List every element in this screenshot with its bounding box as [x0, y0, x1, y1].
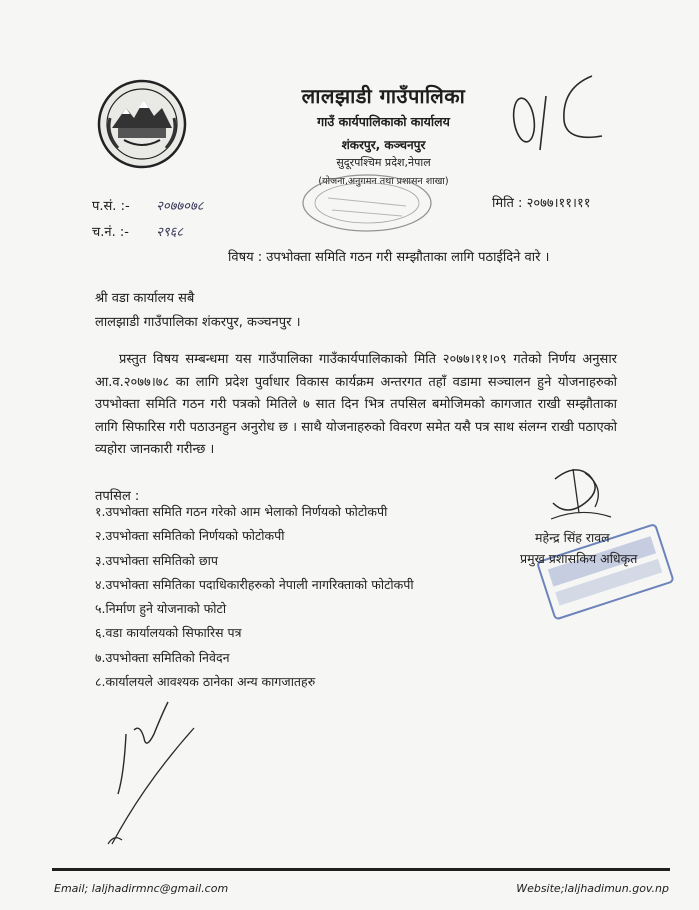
footer-email: Email; laljhadirmnc@gmail.com	[54, 882, 229, 895]
footer-divider	[52, 868, 670, 871]
office-seal-stamp	[298, 172, 436, 234]
list-item: ८.कार्यालयले आवश्यक ठानेका अन्य कागजातहरु	[95, 674, 316, 690]
letter-date: मिति : २०७७।११।११	[492, 196, 591, 211]
list-item: ५.निर्माण हुने योजनाको फोटो	[95, 601, 227, 617]
handwritten-scribble	[104, 694, 214, 849]
address-line-2: सुदूरपश्चिम प्रदेश,नेपाल	[336, 156, 431, 169]
signature	[545, 459, 617, 525]
reference-number	[92, 196, 203, 214]
cn-value: २९६८	[156, 225, 184, 240]
dispatch-number	[92, 222, 183, 240]
ps-value: २०७७०७८	[156, 199, 204, 214]
address-line-1: शंकरपुर, कञ्चनपुर	[341, 138, 426, 152]
signatory-name: महेन्द्र सिंह रावल	[535, 530, 610, 545]
cn-label: च.नं. :-	[92, 225, 129, 240]
recipient-line-2: लालझाडी गाउँपालिका शंकरपुर, कञ्चनपुर ।	[95, 315, 301, 330]
footer-website: Website;laljhadimun.gov.np	[516, 882, 669, 895]
list-item: २.उपभोक्ता समितिको निर्णयको फोटोकपी	[95, 528, 285, 544]
section-name: (योजना,अनुगमन तथा प्रशासन शाखा)	[318, 176, 449, 187]
list-heading: तपसिल :	[95, 489, 140, 504]
organization-name: लालझाडी गाउँपालिका	[301, 84, 466, 108]
enclosure-list	[95, 500, 414, 694]
handwritten-mark	[500, 62, 620, 152]
ps-label: प.सं. :-	[92, 199, 130, 214]
list-item: ४.उपभोक्ता समितिका पदाधिकारीहरुको नेपाली नागरिक्ताको फोटोकपी	[95, 576, 414, 592]
letter-body: प्रस्तुत विषय सम्बन्धमा यस गाउँपालिका गाउँकार्यपालिकाको मिति २०७७।११।०९ गतेको निर्णय अनुसार आ.व.२०७७।७८ का लागि प्रदेश पुर्वाधार विकास कार्यक्रम अन्तरगत तहाँ वडामा सञ्चालन हुने योजनाहरुको उपभोक्ता समिति गठन गरी पत्रको मितिले ७ सात दिन भित्र तपसिल बमोजिमको कागजात राखी सम्झौताका लागि सिफारिस गरी पठाउनहुन अनुरोध छ । साथै योजनाहरुको विवरण समेत यसै पत्र साथ संलग्न राखी पठाएको व्यहोरा जानकारी गरीन्छ ।	[95, 352, 617, 458]
list-item: १.उपभोक्ता समिति गठन गरेको आम भेलाको निर्णयको फोटोकपी	[95, 504, 388, 519]
list-item: ७.उपभोक्ता समितिको निवेदन	[95, 649, 230, 665]
letter-subject: विषय : उपभोक्ता समिति गठन गरी सम्झौताका लागि पठाईदिने वारे ।	[228, 250, 550, 265]
list-item: ३.उपभोक्ता समितिको छाप	[95, 552, 218, 568]
signatory-title: प्रमुख प्रशासकिय अधिकृत	[520, 551, 638, 566]
list-item: ६.वडा कार्यालयको सिफारिस पत्र	[95, 625, 242, 641]
recipient-line-1: श्री वडा कार्यालय सबै	[95, 291, 195, 306]
office-name: गाउँ कार्यपालिकाको कार्यालय	[317, 114, 450, 129]
